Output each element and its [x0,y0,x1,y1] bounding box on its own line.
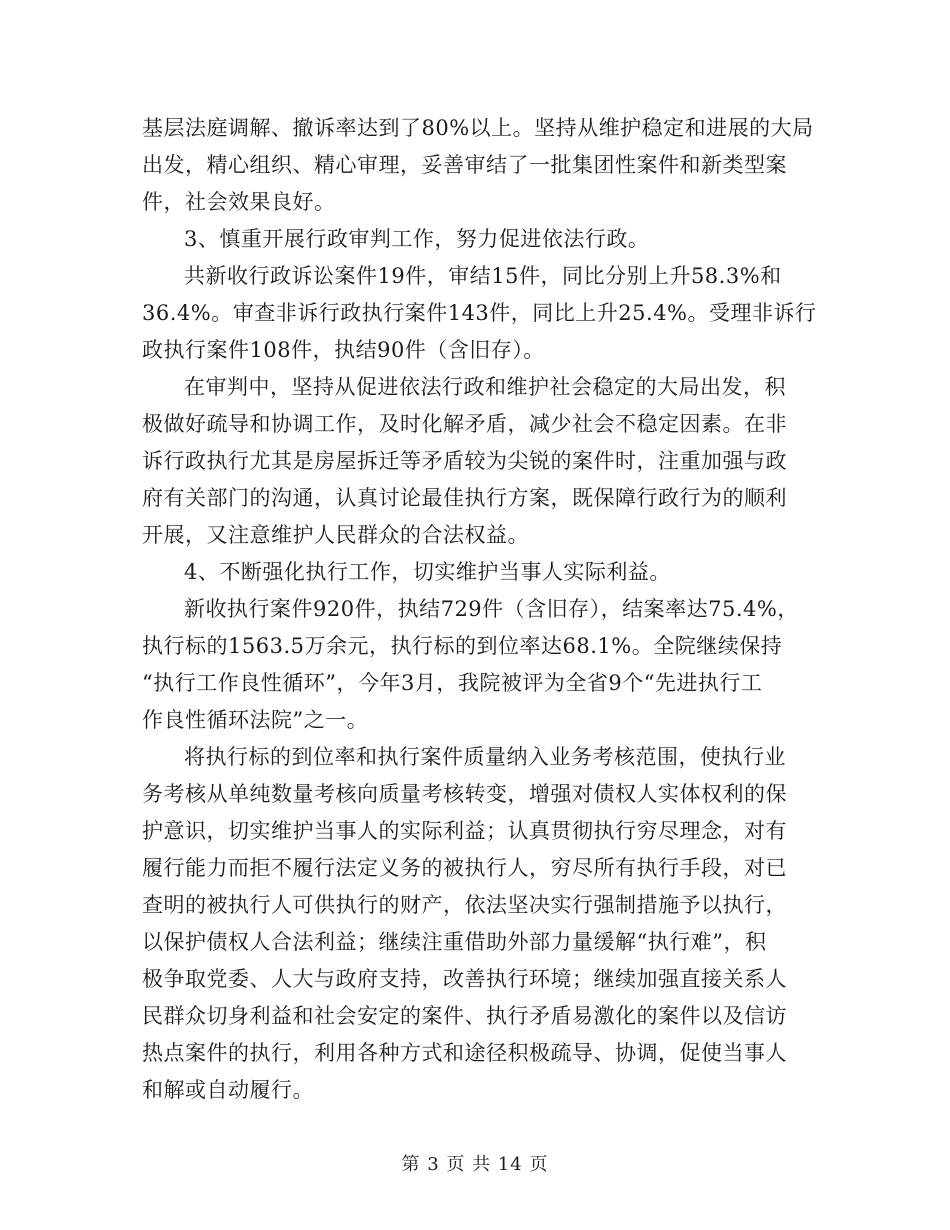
page-footer: 第 3 页 共 14 页 [401,1154,549,1175]
body-line: 民群众切身利益和社会安定的案件、执行矛盾易激化的案件以及信访 [142,1004,787,1028]
body-line: 以保护债权人合法利益；继续注重借助外部力量缓解“执行难”，积 [142,930,767,954]
body-line: 和解或自动履行。 [142,1078,314,1102]
body-line: 作良性循环法院”之一。 [142,708,369,732]
body-line: 基层法庭调解、撤诉率达到了80%以上。坚持从维护稳定和进展的大局 [142,116,814,140]
section-heading: 3、慎重开展行政审判工作，努力促进依法行政。 [184,227,650,251]
body-line: “执行工作良性循环”，今年3月，我院被评为全省9个“先进执行工 [142,671,763,695]
body-line: 履行能力而拒不履行法定义务的被执行人，穷尽所有执行手段，对已 [142,856,787,880]
body-line: 出发，精心组织、精心审理，妥善审结了一批集团性案件和新类型案 [142,153,787,177]
body-line: 极做好疏导和协调工作，及时化解矛盾，减少社会不稳定因素。在非 [142,412,787,436]
section-heading: 4、不断强化执行工作，切实维护当事人实际利益。 [184,560,671,584]
body-line: 执行标的1563.5万余元，执行标的到位率达68.1%。全院继续保持 [142,634,783,658]
body-line: 查明的被执行人可供执行的财产，依法坚决实行强制措施予以执行， [142,893,787,917]
body-line: 开展，又注意维护人民群众的合法权益。 [142,523,529,547]
body-line: 务考核从单纯数量考核向质量考核转变，增强对债权人实体权利的保 [142,782,787,806]
body-line: 热点案件的执行，利用各种方式和途径积极疏导、协调，促使当事人 [142,1041,787,1065]
body-line: 政执行案件108件，执结90件（含旧存）。 [142,338,545,362]
body-line: 极争取党委、人大与政府支持，改善执行环境；继续加强直接关系人 [142,967,787,991]
body-line: 护意识，切实维护当事人的实际利益；认真贯彻执行穷尽理念，对有 [142,819,787,843]
body-line: 新收执行案件920件，执结729件（含旧存），结案率达75.4%， [184,597,799,621]
body-line: 将执行标的到位率和执行案件质量纳入业务考核范围，使执行业 [184,745,786,769]
body-line: 36.4%。审查非诉行政执行案件143件，同比上升25.4%。受理非诉行 [142,301,817,325]
body-line: 诉行政执行尤其是房屋拆迁等矛盾较为尖锐的案件时，注重加强与政 [142,449,787,473]
body-line: 在审判中，坚持从促进依法行政和维护社会稳定的大局出发，积 [184,375,786,399]
body-line: 共新收行政诉讼案件19件，审结15件，同比分别上升58.3%和 [184,264,782,288]
body-line: 件，社会效果良好。 [142,190,336,214]
body-line: 府有关部门的沟通，认真讨论最佳执行方案，既保障行政行为的顺利 [142,486,787,510]
